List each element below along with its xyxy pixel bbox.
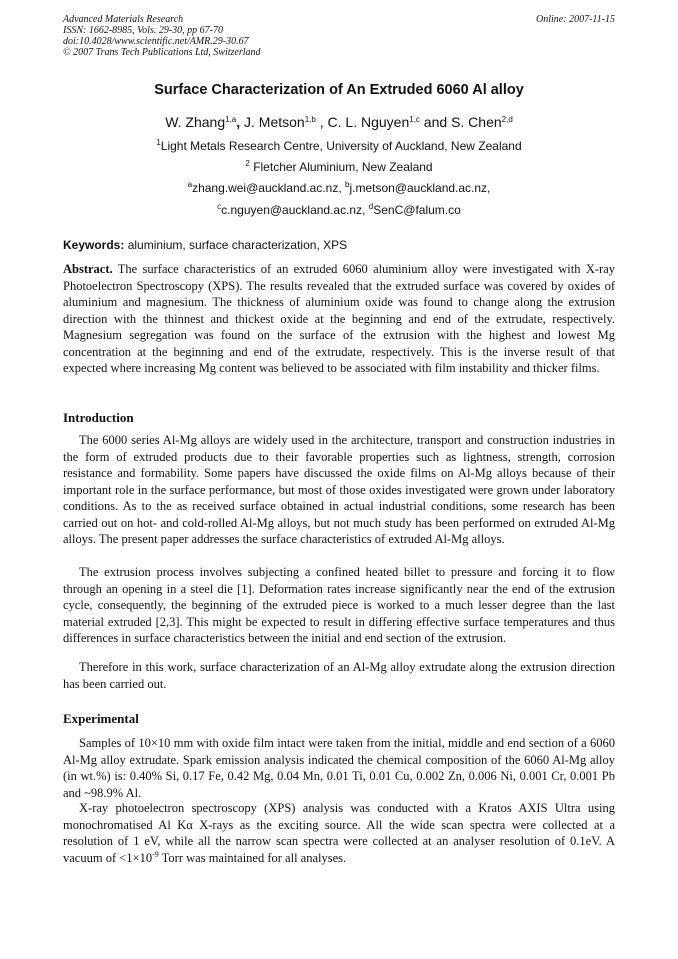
author-list: W. Zhang$^{1,a}$, J. Metson$^{1,b}$ , C. L. Nguyen$^{1,c}$ and S. Chen$^{2,d}$: [165, 114, 513, 130]
email-d: SenC@falum.co: [373, 203, 461, 217]
email-line-2: $^c$c.nguyen@auckland.ac.nz, $^d$SenC@falum.co: [217, 202, 461, 217]
copyright-line: © 2007 Trans Tech Publications Ltd, Switzerland: [63, 47, 261, 58]
running-header: [63, 14, 615, 58]
author-sup: 1,b: [304, 115, 316, 124]
paper-title: Surface Characterization of An Extruded 6060 Al alloy: [154, 82, 524, 98]
author-name: S. Chen: [451, 114, 502, 130]
keywords-text: aluminium, surface characterization, XPS: [124, 238, 348, 252]
author-sup: 1,c: [409, 115, 420, 124]
email-line-1: $^a$zhang.wei@auckland.ac.nz, $^b$j.metson@auckland.ac.nz,: [187, 180, 491, 195]
section-heading-introduction: Introduction: [63, 410, 134, 425]
author-name: C. L. Nguyen: [327, 114, 410, 130]
email-b: j.metson@auckland.ac.nz,: [349, 181, 491, 195]
keywords-label: Keywords:: [63, 238, 125, 252]
doi-line: doi:10.4028/www.scientific.net/AMR.29-30.67: [63, 36, 249, 47]
intro-paragraph-3: Therefore in this work, surface characterization of an Al-Mg alloy extrudate along the extrusion direction has been carried out.: [63, 660, 615, 691]
online-date: Online: 2007-11-15: [536, 14, 615, 25]
affiliation-1: $^1$Light Metals Research Centre, University of Auckland, New Zealand: [156, 138, 522, 153]
journal-name: Advanced Materials Research: [63, 14, 184, 25]
section-heading-experimental: Experimental: [63, 711, 139, 726]
abstract: [63, 261, 615, 377]
intro-paragraph-1: The 6000 series Al-Mg alloys are widely used in the architecture, transport and construction industries in the form of extruded products due to their favorable properties such as lightness, strength, corrosion resistance and formability. Some papers have discussed the oxide films on Al-Mg alloys because of their important role in the surface performance, but most of those oxides investigated were grown under laboratory conditions. As to the as received surface obtained in actual industrial conditions, some research has been carried out on hot- and cold-rolled Al-Mg alloys, but not much study has been performed on extruded Al-Mg alloys. The present paper addresses the surface characteristics of extruded Al-Mg alloys.: [63, 433, 615, 546]
author-sup: 1,a: [225, 115, 237, 124]
abstract-text: The surface characteristics of an extruded 6060 aluminium alloy were investigated with X-ray Photoelectron Spectroscopy (XPS). The results revealed that the extruded surface was covered by oxides of aluminium and magnesium. The thickness of aluminium oxide was found to change along the extrusion direction with the thinnest and thickest oxide at the beginning and end of the extrudate, respectively. Magnesium segregation was found on the surface of the extrusion with the highest and lowest Mg concentration at the beginning and end of the extrudate, respectively. This is the inverse result of that expected where increasing Mg content was believed to be associated with film instability and thicker films.: [63, 262, 615, 375]
email-a: zhang.wei@auckland.ac.nz,: [192, 181, 342, 195]
experimental-paragraph-2: X-ray photoelectron spectroscopy (XPS) analysis was conducted with a Kratos AXIS Ultra using monochromatised Al Kα X-rays as the exciting source. All the wide scan spectra were collected at a resolution of 1 eV, while all the narrow scan spectra were collected at an analyser resolution of 0.1eV. A vacuum of $<1\times 10^{-9}$ Torr was maintained for all analyses.: [63, 801, 615, 865]
email-c: c.nguyen@auckland.ac.nz,: [221, 203, 366, 217]
author-name: J. Metson: [244, 114, 305, 130]
author-name: W. Zhang: [165, 114, 226, 130]
affiliation-2: $^2$ Fletcher Aluminium, New Zealand: [245, 159, 433, 174]
intro-paragraph-2: The extrusion process involves subjecting a confined heated billet to pressure and forcing it to flow through an opening in a steel die [1]. Deformation rates increase significantly near the end of the extrusion cycle, consequently, the beginning of the extruded piece is worked to a much lesser degree than the last material extruded [2,3]. This might be expected to result in differing effective surface temperatures and thus differences in surface characteristics between the initial and end section of the extrusion.: [63, 565, 615, 645]
experimental-paragraph-1: Samples of 10×10 mm with oxide film intact were taken from the initial, middle and end section of a 6060 Al-Mg alloy extrudate. Spark emission analysis indicated the chemical composition of the 6060 Al-Mg alloy (in wt.%) is: 0.40% Si, 0.17 Fe, 0.42 Mg, 0.04 Mn, 0.01 Ti, 0.01 Cu, 0.002 Zn, 0.006 Ni, 0.001 Cr, 0.001 Pb and ~98.9% Al.: [63, 736, 615, 800]
keywords: [63, 238, 615, 252]
issn-line: ISSN: 1662-8985, Vols. 29-30, pp 67-70: [63, 25, 223, 36]
author-sup: 2,d: [501, 115, 513, 124]
abstract-label: Abstract.: [63, 262, 113, 276]
